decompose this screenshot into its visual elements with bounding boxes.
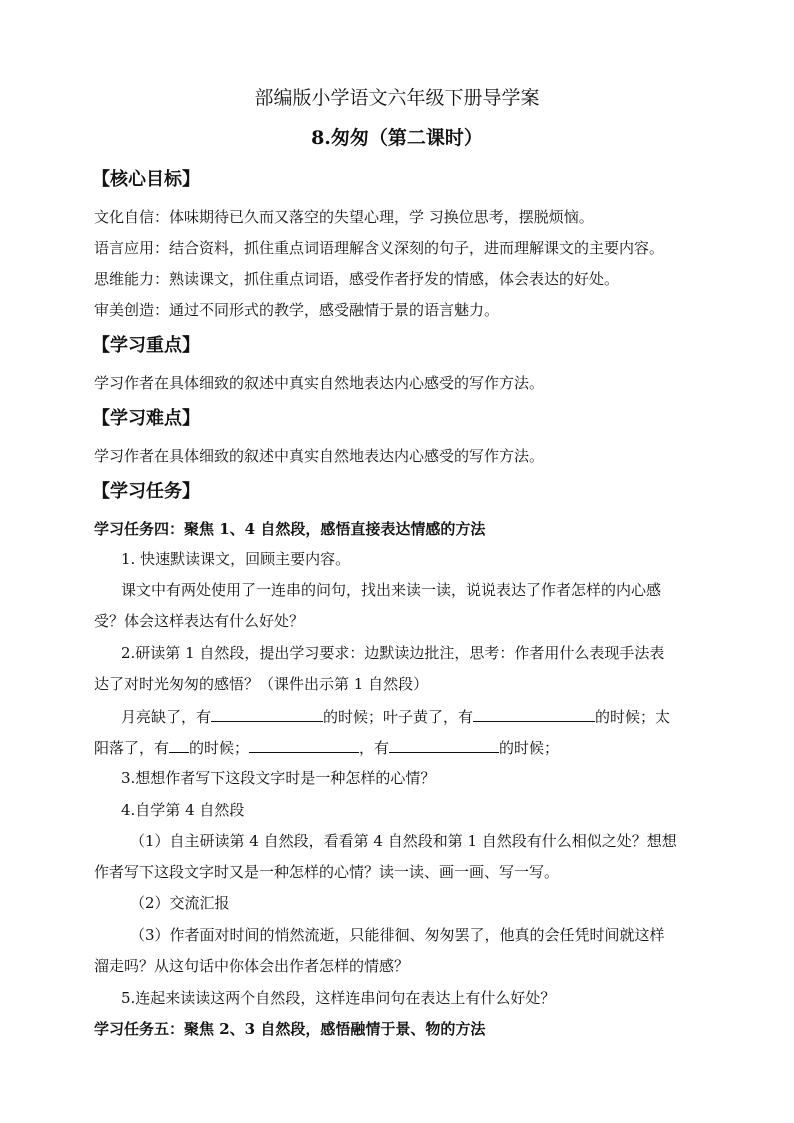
task-five-title: 学习任务五：聚焦 2、3 自然段，感悟融情于景、物的方法: [94, 1020, 486, 1038]
fill-text: 阳落了，有: [94, 739, 170, 757]
fill-in-line: [121, 706, 670, 727]
task-paragraph-line: 课文中有两处使用了一连串的问句，找出来读一读，说说表达了作者怎样的内心感: [121, 581, 662, 599]
task-paragraph-line: （1）自主研读第 4 自然段，看看第 4 自然段和第 1 自然段有什么相似之处？想想: [130, 832, 677, 850]
document-title: 部编版小学语文六年级下册导学案: [254, 87, 540, 109]
lesson-title: 8.匆匆（第二课时）: [311, 127, 483, 149]
fill-text: 的时候；: [499, 739, 560, 757]
core-goal-item: 思维能力：熟读课文，抓住重点词语，感受作者抒发的情感，体会表达的好处。: [94, 270, 620, 288]
task-step: 3.想想作者写下这段文字时是一种怎样的心情？: [121, 769, 436, 787]
task-paragraph-line: 作者写下这段文字时又是一种怎样的心情？读一读、画一画、写一写。: [94, 863, 560, 881]
fill-in-line: [94, 737, 559, 758]
task-paragraph-line: 达了对时光匆匆的感悟？（课件出示第 1 自然段）: [94, 675, 429, 693]
answer-blank[interactable]: [211, 706, 323, 722]
task-paragraph-line: （3）作者面对时间的悄然流逝，只能徘徊、匆匆罢了，他真的会任凭时间就这样: [130, 926, 665, 944]
fill-text: 的时候；: [189, 739, 250, 757]
fill-text: 月亮缺了，有: [121, 708, 212, 726]
task-paragraph-line: 受？体会这样表达有什么好处？: [94, 612, 305, 630]
task-paragraph-line: 溜走吗？从这句话中你体会出作者怎样的情感？: [94, 957, 410, 975]
core-goal-item: 语言应用：结合资料，抓住重点词语理解含义深刻的句子，进而理解课文的主要内容。: [94, 239, 665, 257]
fill-text: 的时候；太: [595, 708, 671, 726]
core-goal-item: 审美创造：通过不同形式的教学，感受融情于景的语言魅力。: [94, 301, 500, 319]
difficulty-heading: 【学习难点】: [92, 408, 200, 429]
task-step: 5.连起来读读这两个自然段，这样连串问句在表达上有什么好处？: [121, 989, 556, 1007]
difficulty-text: 学习作者在具体细致的叙述中真实自然地表达内心感受的写作方法。: [94, 447, 545, 465]
tasks-heading: 【学习任务】: [92, 481, 200, 502]
task-four-title: 学习任务四：聚焦 1、4 自然段，感悟直接表达情感的方法: [94, 520, 486, 538]
focus-text: 学习作者在具体细致的叙述中真实自然地表达内心感受的写作方法。: [94, 374, 545, 392]
core-goals-heading: 【核心目标】: [92, 169, 200, 190]
answer-blank[interactable]: [249, 737, 359, 753]
answer-blank[interactable]: [169, 737, 189, 753]
fill-text: 的时候；叶子黄了，有: [323, 708, 474, 726]
answer-blank[interactable]: [389, 737, 499, 753]
core-goal-item: 文化自信：体味期待已久而又落空的失望心理，学 习换位思考，摆脱烦恼。: [94, 208, 594, 226]
task-step: （2）交流汇报: [130, 894, 230, 912]
task-paragraph-line: 2.研读第 1 自然段，提出学习要求：边默读边批注，思考：作者用什么表现手法表: [121, 644, 665, 662]
focus-heading: 【学习重点】: [92, 335, 200, 356]
answer-blank[interactable]: [473, 706, 595, 722]
fill-text: ，有: [359, 739, 390, 757]
task-step: 1. 快速默读课文，回顾主要内容。: [121, 550, 351, 568]
task-step: 4.自学第 4 自然段: [121, 801, 245, 819]
